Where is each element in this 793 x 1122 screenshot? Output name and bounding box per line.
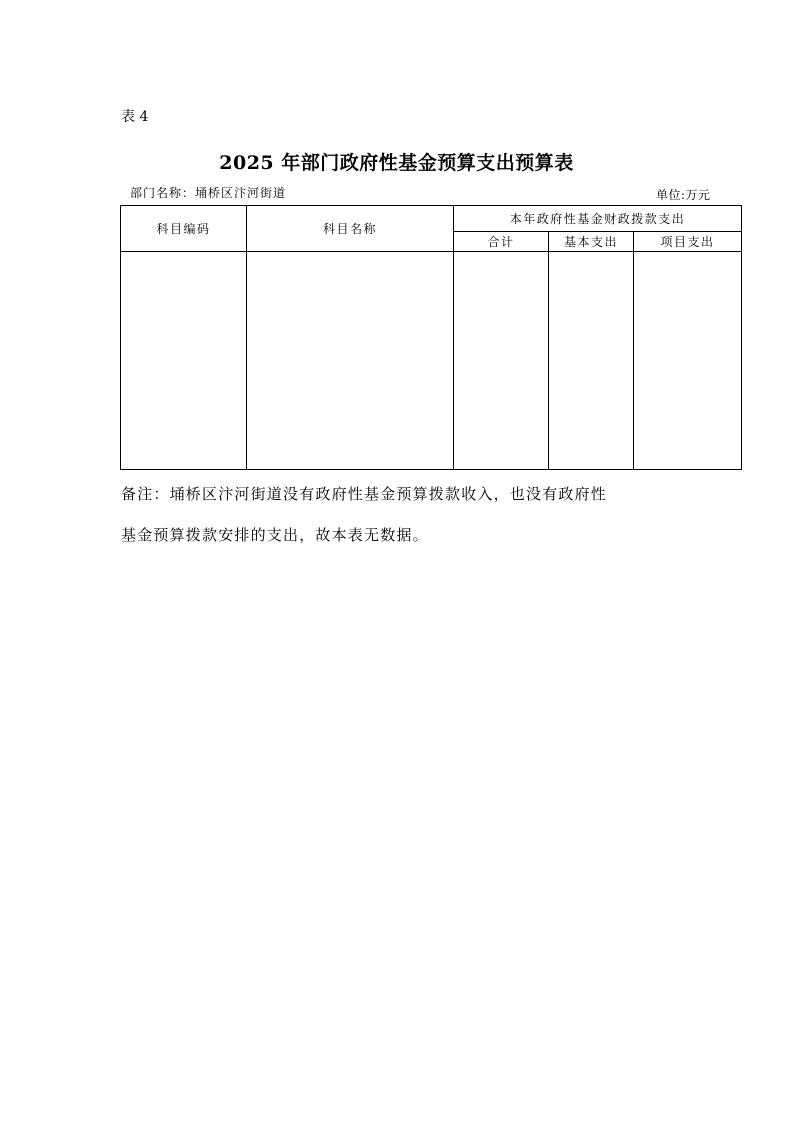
note-line-2: 基金预算拨款安排的支出，故本表无数据。 [121, 526, 429, 544]
empty-cell [247, 252, 454, 470]
header-project-expenditure: 项目支出 [634, 232, 742, 252]
table-row [121, 252, 742, 470]
page-title: 2025 年部门政府性基金预算支出预算表 [219, 152, 574, 174]
empty-cell [634, 252, 742, 470]
empty-cell [549, 252, 634, 470]
budget-table [120, 205, 742, 470]
empty-cell [454, 252, 549, 470]
department-name: 部门名称：埇桥区汴河街道 [130, 186, 287, 200]
header-fund-expenditure: 本年政府性基金财政拨款支出 [454, 206, 742, 232]
note-line-1: 备注：埇桥区汴河街道没有政府性基金预算拨款收入，也没有政府性 [121, 485, 608, 503]
header-total: 合计 [454, 232, 549, 252]
header-subject-name: 科目名称 [247, 206, 454, 252]
header-basic-expenditure: 基本支出 [549, 232, 634, 252]
unit-label: 单位:万元 [656, 188, 711, 202]
table-number-label: 表 4 [121, 109, 149, 125]
header-subject-code: 科目编码 [121, 206, 247, 252]
empty-cell [121, 252, 247, 470]
